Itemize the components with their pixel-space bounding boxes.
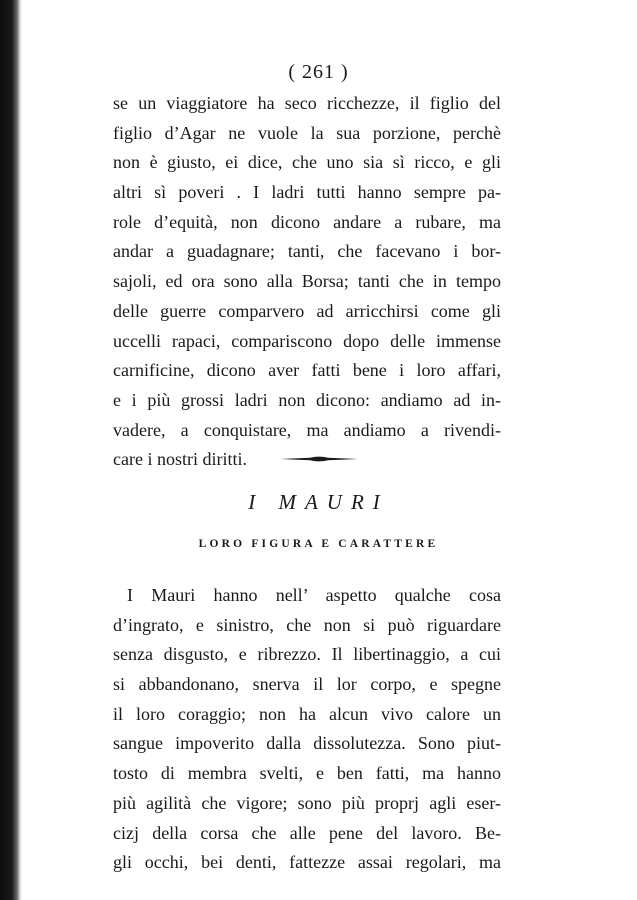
ornament-rule-icon [280,453,358,465]
text-line: non è giusto, ei dice, che uno sia sì ricco, e gli [113,152,501,173]
text-line: sajoli, ed ora sono alla Borsa; tanti che in tempo [113,271,501,292]
text-line: cizj della corsa che alle pene del lavoro. Be- [113,822,501,843]
section-divider-ornament [0,453,637,465]
text-line: delle guerre comparvero ad arricchirsi come gli [113,300,501,321]
section-title: I MAURI [248,490,389,514]
text-line: andar a guadagnare; tanti, che facevano i bor- [113,241,501,262]
text-line: care i nostri diritti. [113,449,247,470]
text-line: uccelli rapaci, compariscono dopo delle immense [113,330,501,351]
paragraph-1 [113,89,501,475]
text-line: altri sì poveri . I ladri tutti hanno sempre pa- [113,182,501,203]
text-line: d’ingrato, e sinistro, che non si può riguardare [113,614,501,635]
text-line: se un viaggiatore ha seco ricchezze, il figlio del [113,93,501,113]
paragraph-2 [113,581,501,878]
text-line: role d’equità, non dicono andare a rubare, ma [113,211,501,232]
text-line: sangue impoverito dalla dissolutezza. Sono piut- [113,733,501,754]
text-line: gli occhi, bei denti, fattezze assai regolari, ma [113,852,501,873]
section-subtitle: LORO FIGURA E CARATTERE [198,538,439,550]
text-line: più agilità che vigore; sono più proprj agli eser- [113,792,501,813]
text-line: si abbandonano, snerva il lor corpo, e spegne [113,674,501,695]
page-number: ( 261 ) [288,61,349,83]
text-line: senza disgusto, e ribrezzo. Il libertinaggio, a cui [113,644,501,665]
text-line: e i più grossi ladri non dicono: andiamo ad in- [113,389,501,410]
text-line: I Mauri hanno nell’ aspetto qualche cosa [127,585,501,605]
text-line: figlio d’Agar ne vuole la sua porzione, perchè [113,122,501,143]
page-binding-edge [0,0,22,900]
text-line: il loro coraggio; non ha alcun vivo calore un [113,703,501,724]
text-line: vadere, a conquistare, ma andiamo a rivendi- [113,419,501,440]
text-line: carnificine, dicono aver fatti bene i loro affari, [113,360,501,381]
text-line: tosto di membra svelti, e ben fatti, ma hanno [113,763,501,784]
